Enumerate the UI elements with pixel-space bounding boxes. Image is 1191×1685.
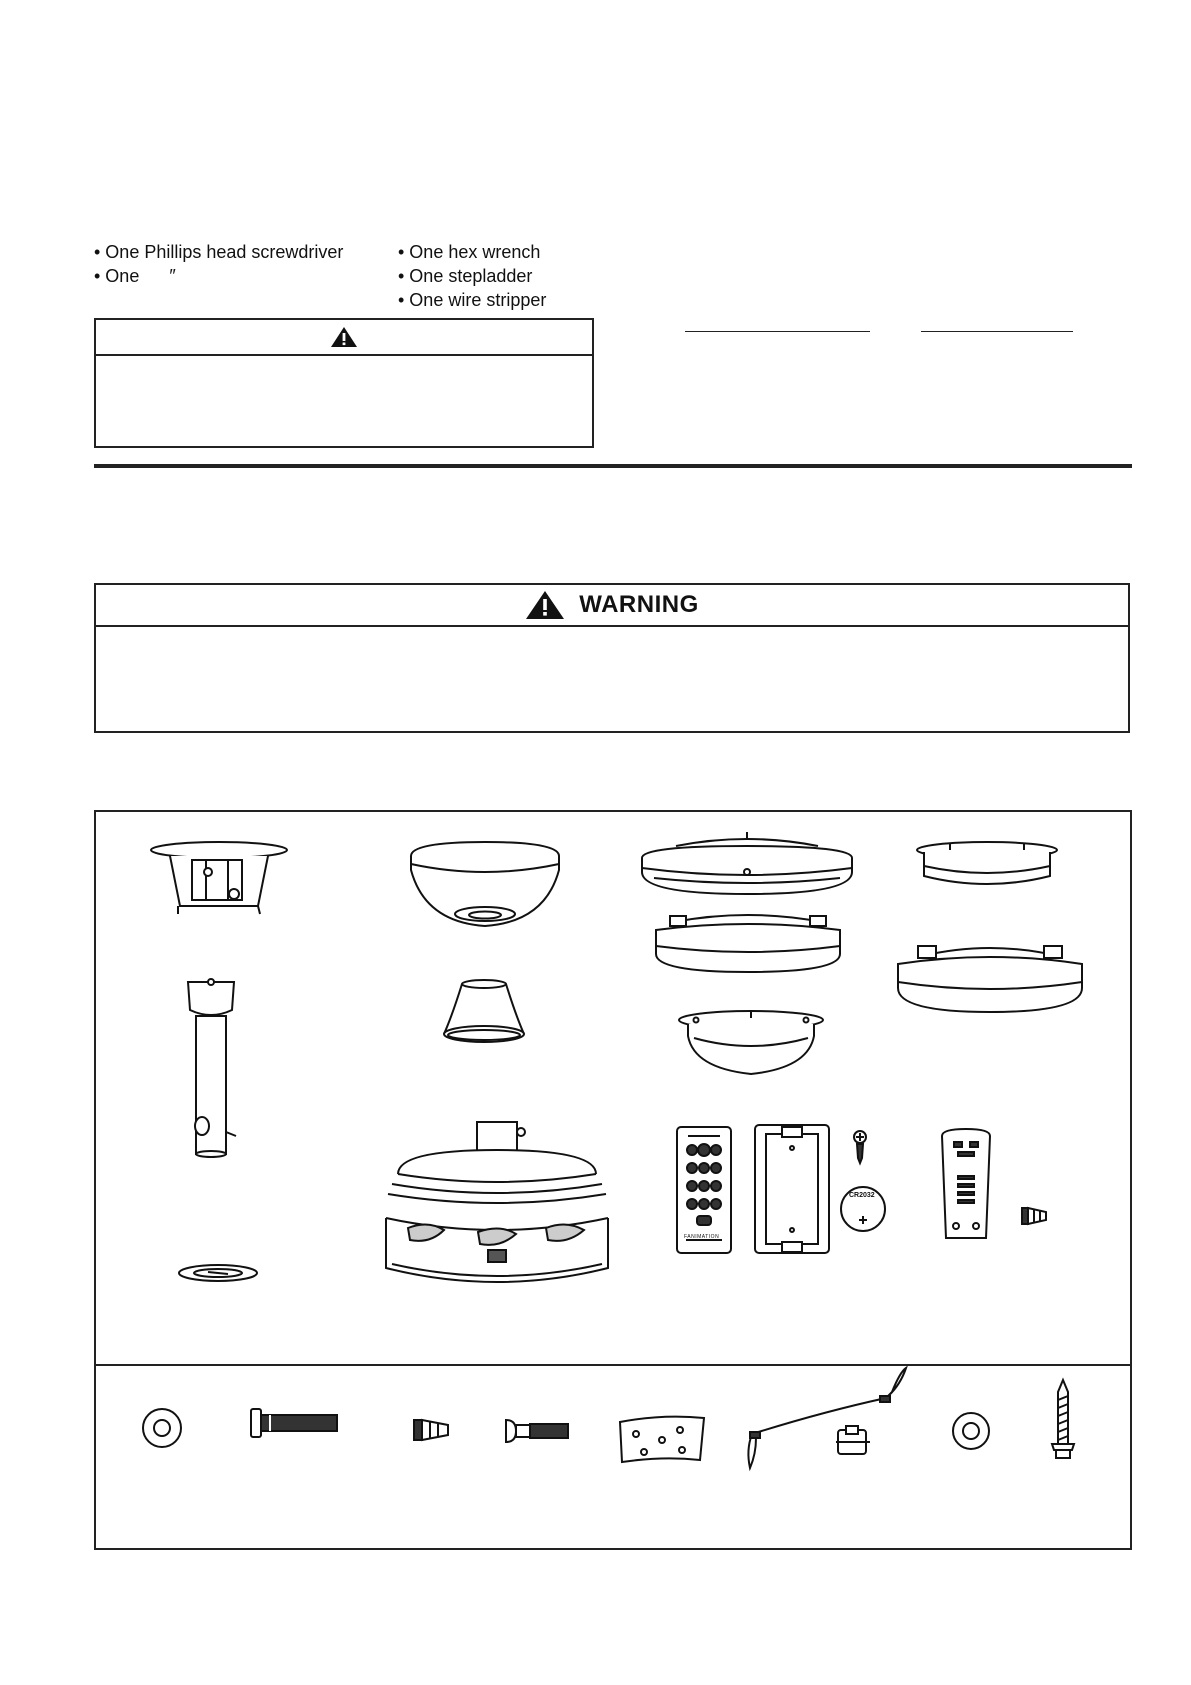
- warning-triangle-icon: [525, 590, 565, 620]
- short-bolt-icon: [502, 1416, 572, 1446]
- washer-icon: [140, 1406, 184, 1450]
- warning-label: WARNING: [579, 591, 699, 618]
- receiver-icon: [938, 1126, 994, 1244]
- caution-box: [94, 318, 594, 448]
- light-panel-small-icon: [914, 836, 1060, 894]
- canopy-icon: [405, 836, 565, 930]
- caution-header: [96, 320, 592, 356]
- warning-triangle-icon: [330, 326, 358, 348]
- light-panel-large-icon: [892, 934, 1088, 1018]
- safety-cable-icon: [742, 1362, 916, 1474]
- section-divider: [94, 464, 1132, 468]
- warning-header: [96, 585, 1128, 627]
- parts-divider: [95, 1364, 1131, 1366]
- warning-box: [94, 583, 1130, 733]
- lock-washer-icon: [950, 1410, 992, 1452]
- screw-icon: [850, 1130, 870, 1164]
- battery-label: CR2032: [849, 1192, 875, 1199]
- hanger-ball-icon: [176, 1262, 260, 1284]
- light-glass-ring-icon: [650, 908, 846, 976]
- blank-line: [685, 331, 870, 332]
- wall-plate-icon: [752, 1122, 832, 1256]
- tool-item: • One Phillips head screwdriver: [94, 242, 344, 262]
- downrod-icon: [182, 976, 240, 1160]
- motor-housing-icon: [378, 1118, 616, 1290]
- bolt-icon: [248, 1406, 340, 1440]
- light-fixture-dome-icon: [674, 1006, 828, 1078]
- blank-line: [921, 331, 1073, 332]
- tool-item: • One ″: [94, 266, 176, 286]
- tool-item: • One hex wrench: [398, 242, 541, 262]
- balancing-plate-icon: [616, 1412, 708, 1466]
- mounting-bracket-icon: [148, 838, 290, 918]
- light-kit-housing-icon: [636, 828, 858, 900]
- tool-item: • One wire stripper: [398, 290, 547, 310]
- remote-brand: FANIMATION: [684, 1234, 720, 1240]
- coupling-cover-icon: [438, 976, 530, 1044]
- wood-screw-icon: [1048, 1378, 1078, 1462]
- wire-connector-icon: [1018, 1204, 1050, 1228]
- wire-nut-icon: [410, 1416, 452, 1444]
- tool-item: • One stepladder: [398, 266, 533, 286]
- cable-clamp-icon: [832, 1424, 874, 1458]
